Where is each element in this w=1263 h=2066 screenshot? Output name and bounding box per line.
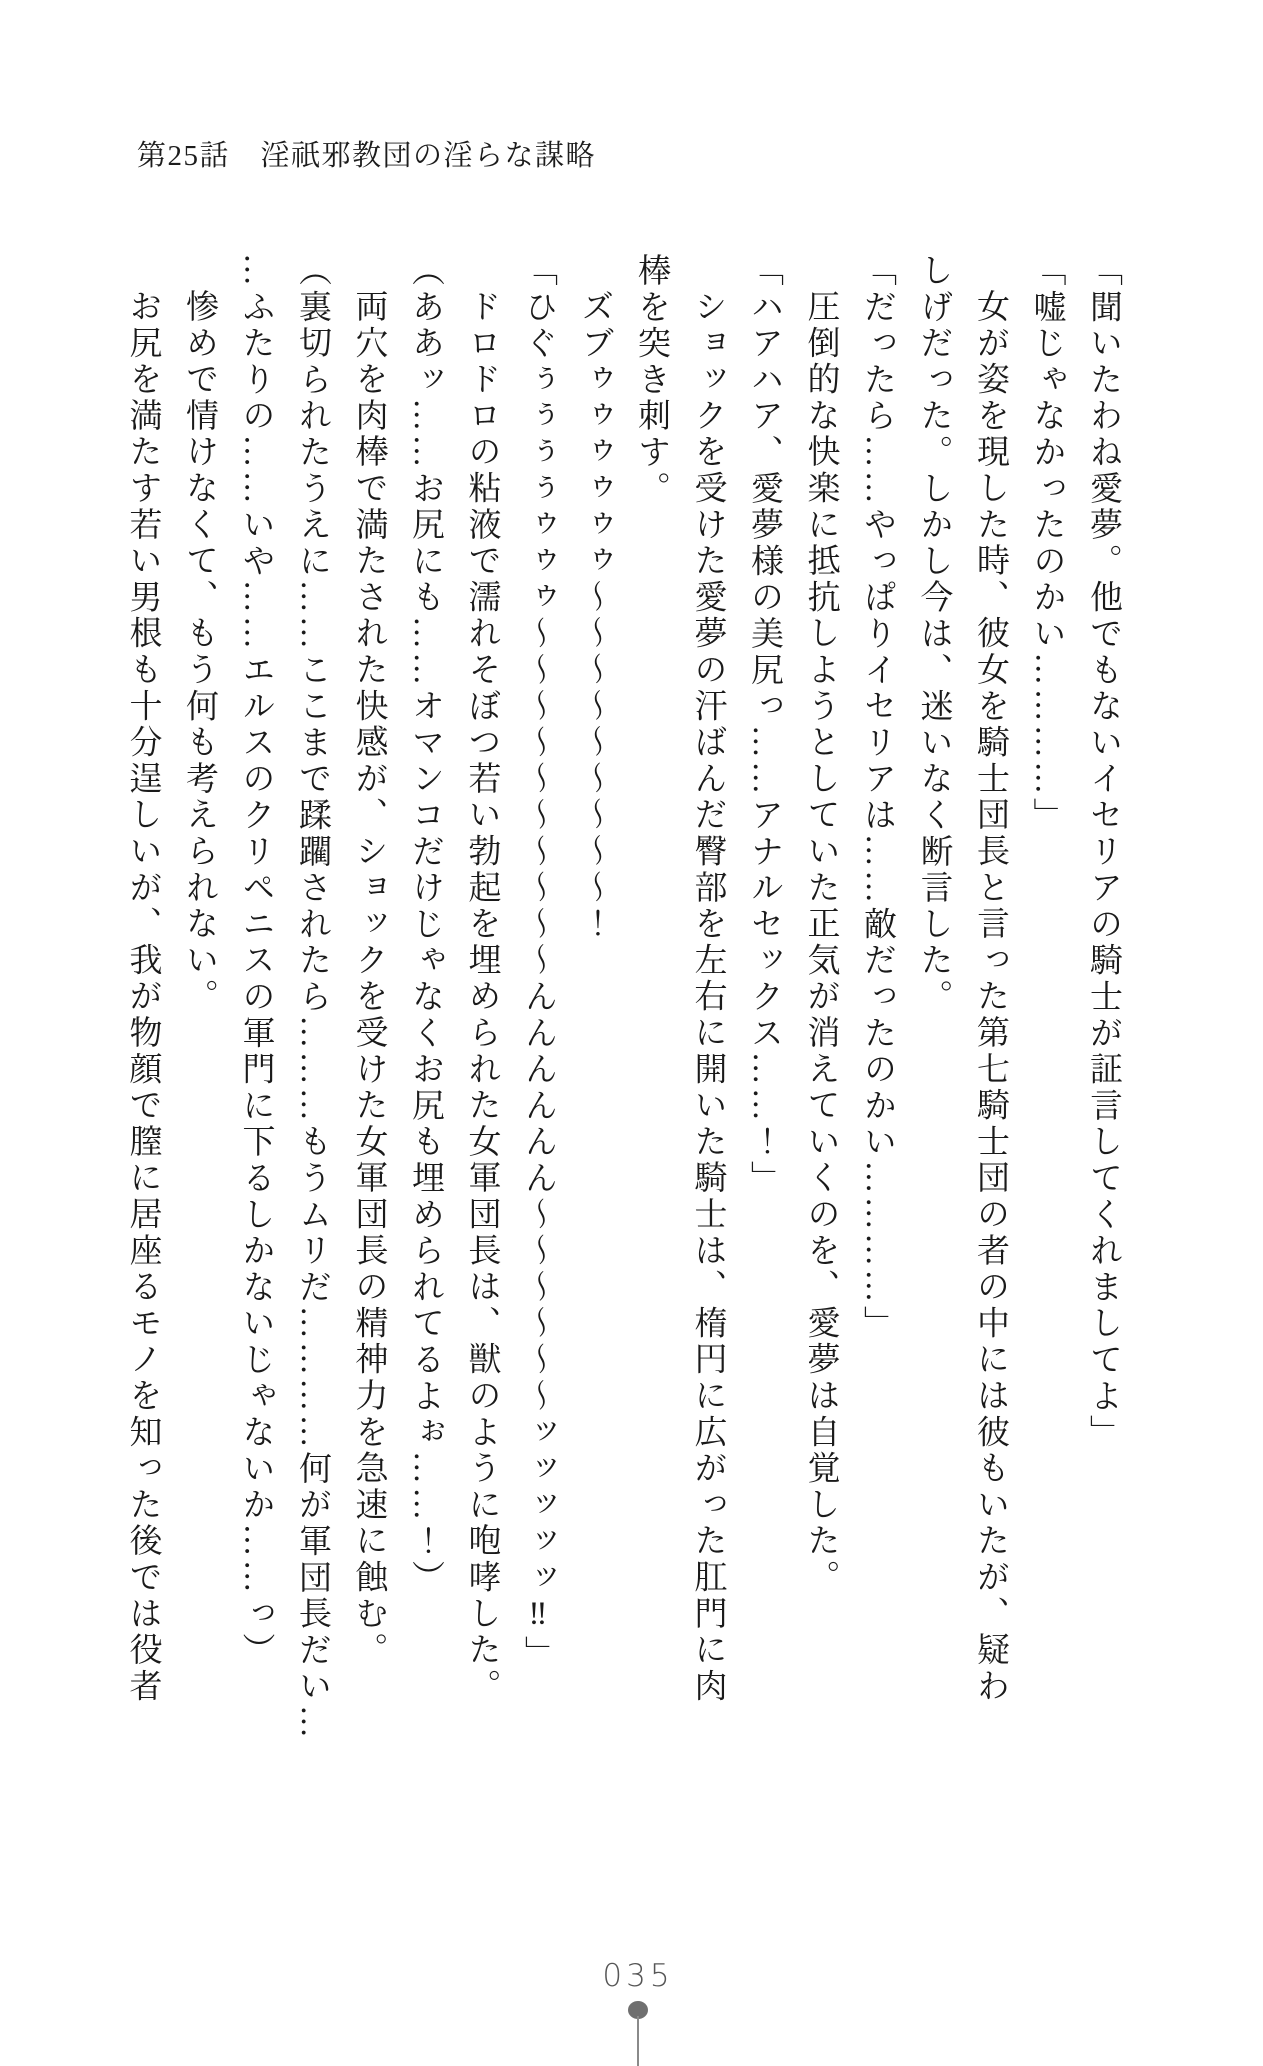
text-line: 圧倒的な快楽に抵抗しようとしていた正気が消えていくのを、愛夢は自覚した。	[802, 289, 839, 1596]
text-line: 女が姿を現した時、彼女を騎士団長と言った第七騎士団の者の中には彼もいたが、疑わ	[972, 289, 1008, 1705]
text-line: ドロドロの粘液で濡れそぼつ若い勃起を埋められた女軍団長は、獣のように咆哮した。	[463, 289, 500, 1705]
text-line: 棒を突き刺す。	[633, 253, 669, 508]
text-line: （ああッ……お尻にも……オマンコだけじゃなくお尻も埋められてるよぉ……！）	[407, 253, 443, 1597]
text-line: 「ハアハア、愛夢様の美尻っ……アナルセックス……！」	[746, 253, 782, 1197]
text-line: お尻を満たす若い男根も十分逞しいが、我が物顔で膣に居座るモノを知った後では役者	[124, 289, 161, 1705]
text-line: 惨めで情けなくて、もう何も考えられない。	[181, 289, 217, 1015]
text-line: ショックを受けた愛夢の汗ばんだ臀部を左右に開いた騎士は、楕円に広がった肛門に肉	[689, 289, 726, 1705]
text-line: 「嘘じゃなかったのかい…………」	[1028, 253, 1065, 834]
text-block	[114, 253, 1131, 1742]
text-line: ズブゥゥゥゥゥゥ～～～～～～～～～！	[576, 289, 613, 943]
text-line: 「ひぐぅぅぅぅゥゥゥ～～～～～～～～～～んんんんんん～～～～～～ッッッッッ‼」	[520, 253, 556, 1672]
text-line: しげだった。しかし今は、迷いなく断言した。	[915, 253, 952, 1016]
text-line: …ふたりの……いや……エルスのクリペニスの軍門に下るしかないじゃないか……っ）	[237, 253, 274, 1669]
page-footer	[0, 1950, 1263, 2066]
text-line: 「聞いたわね愛夢。他でもないイセリアの騎士が証言してくれましてよ」	[1085, 253, 1121, 1451]
chapter-title: 第25話 淫祇邪教団の淫らな謀略	[137, 140, 597, 172]
page-number: 035	[602, 1958, 674, 1994]
text-line: （裏切られたうえに……ここまで蹂躙されたら………もうムリだ…………何が軍団長だい…	[294, 253, 330, 1742]
text-line: 「だったら……やっぱりイセリアは……敵だったのかい…………」	[859, 253, 895, 1342]
text-line: 両穴を肉棒で満たされた快感が、ショックを受けた女軍団長の精神力を急速に蝕む。	[350, 289, 387, 1669]
footer-line	[637, 2016, 639, 2066]
